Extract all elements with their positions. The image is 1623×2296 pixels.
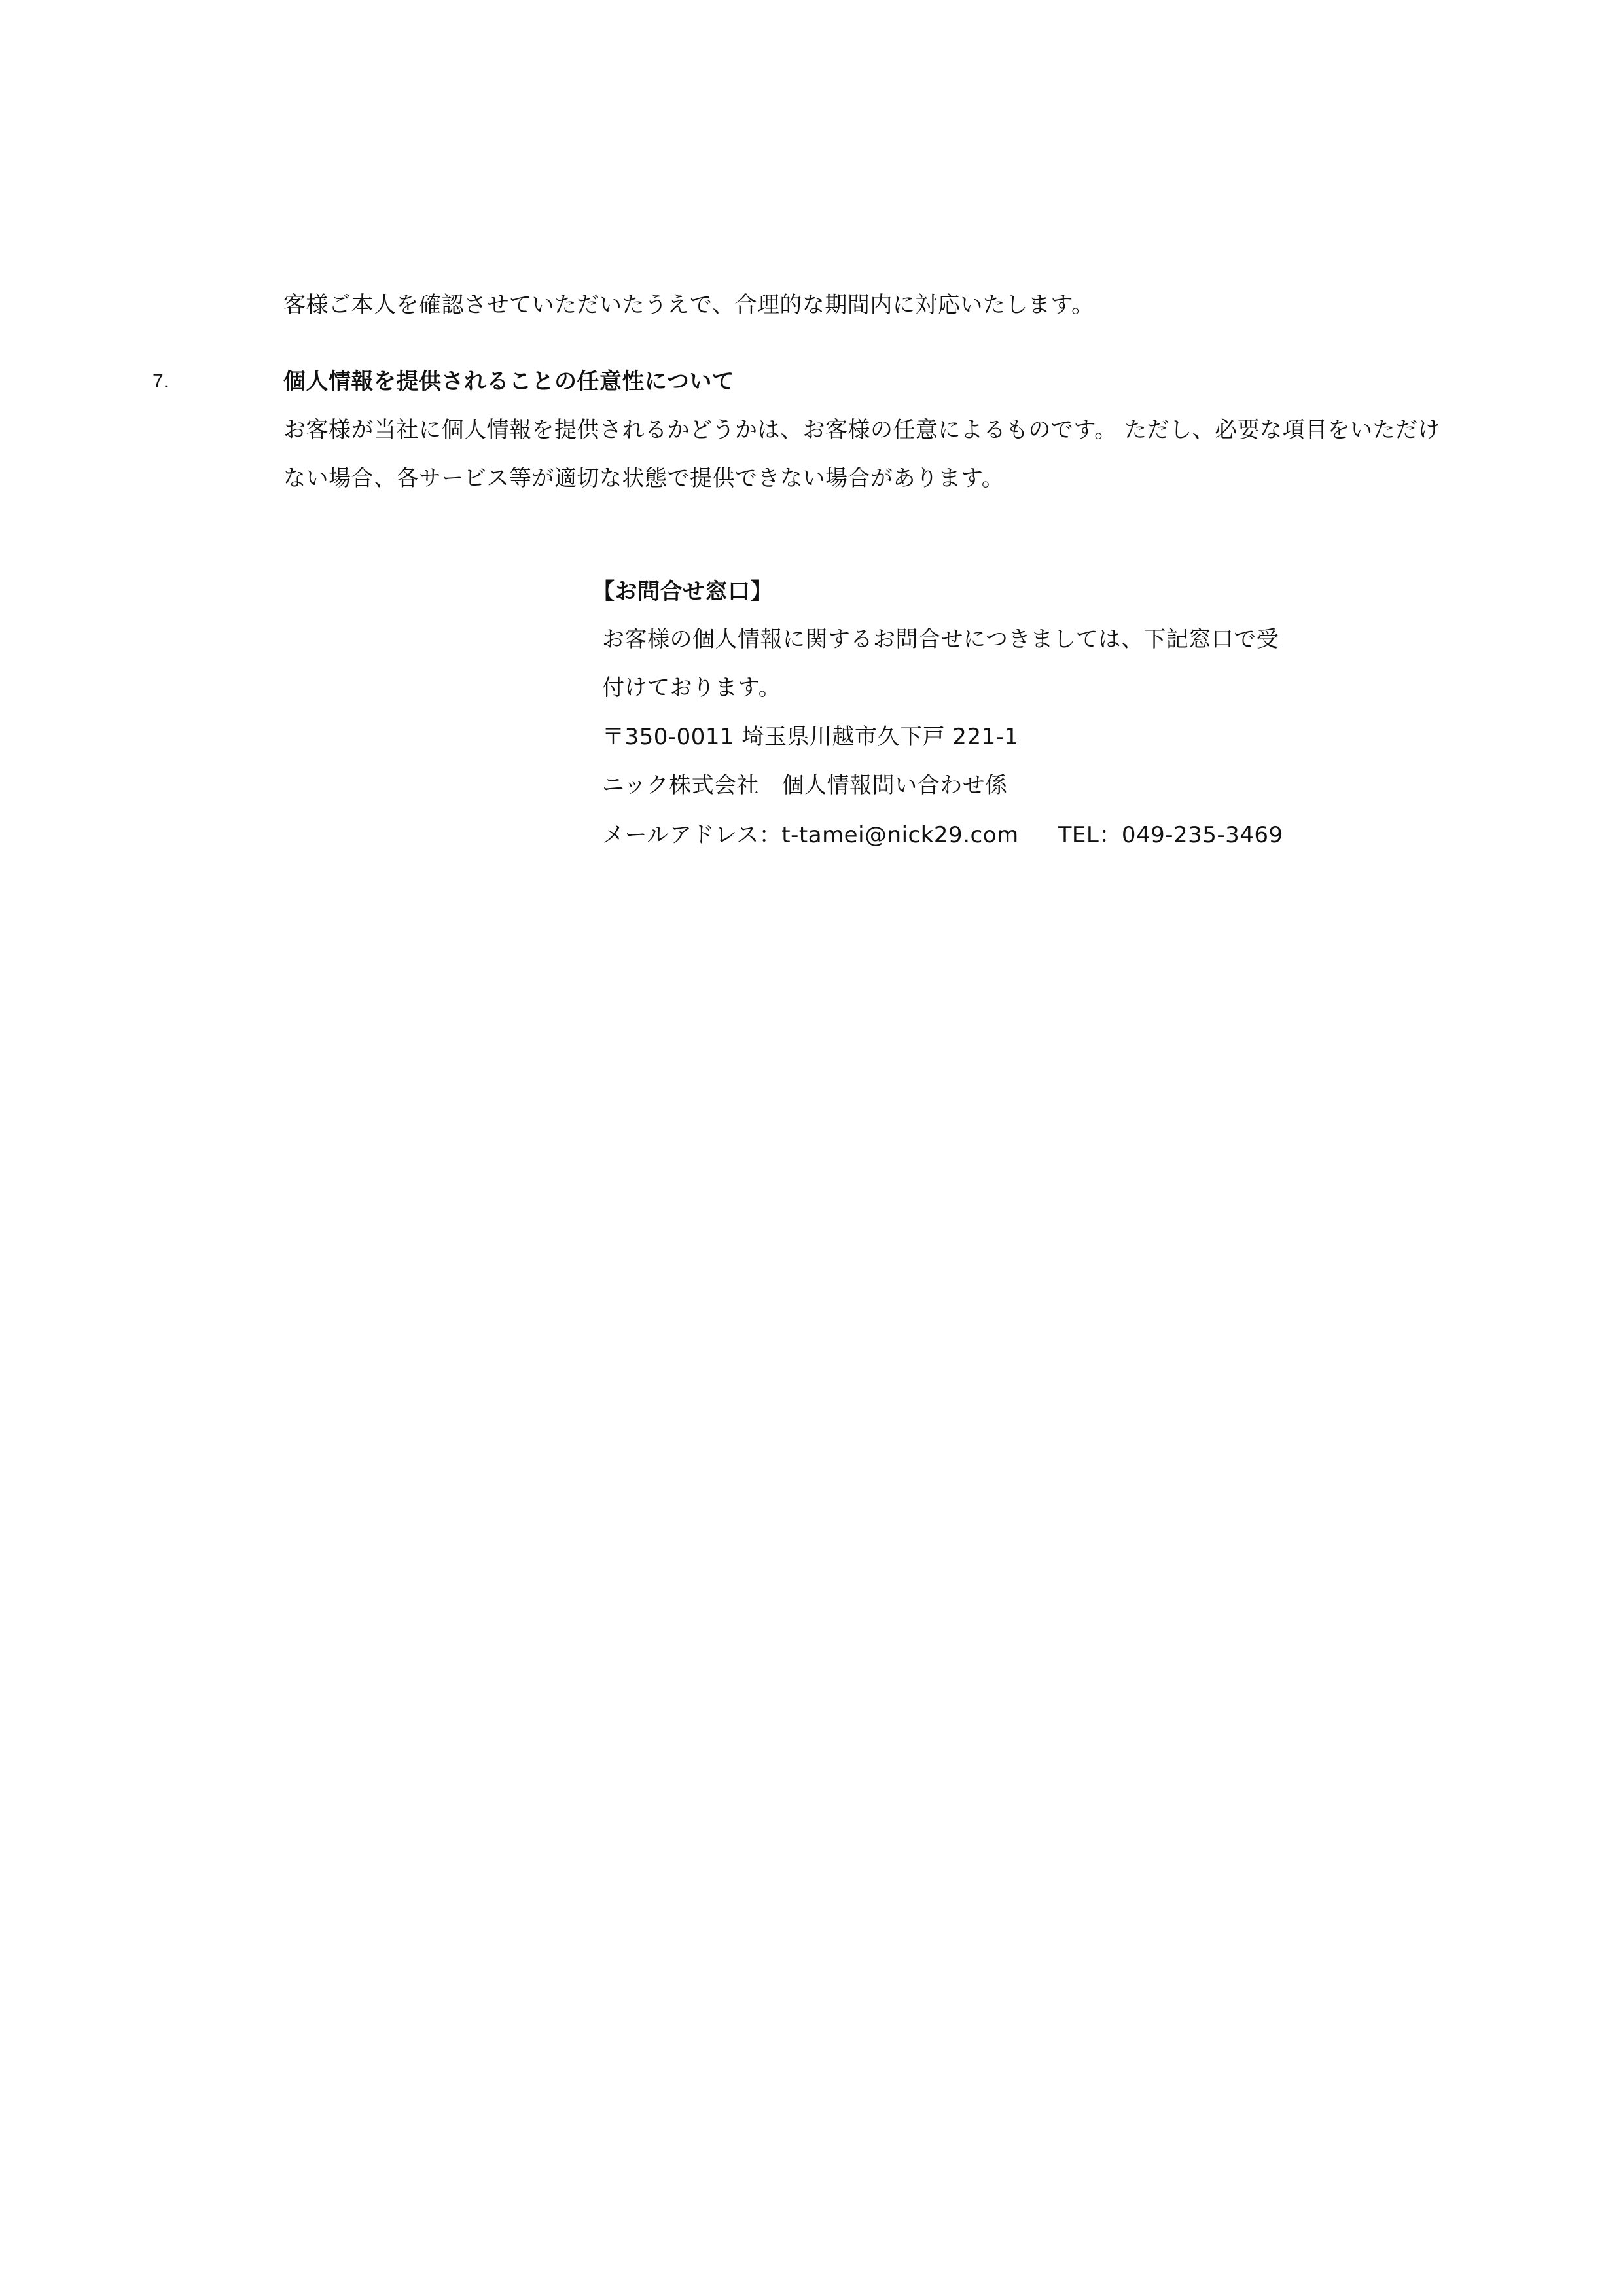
section-number: 7. xyxy=(152,370,169,392)
prev-section-continuation: 客様ご本人を確認させていただいたうえで、合理的な期間内に対応いたします。 xyxy=(283,292,1094,318)
contact-title: 【お問合せ窓口】 xyxy=(592,579,773,605)
contact-text-line-2: 付けております。 xyxy=(602,675,781,701)
section-heading: 個人情報を提供されることの任意性について xyxy=(283,368,735,395)
section-body-line-1: お客様が当社に個人情報を提供されるかどうかは、お客様の任意によるものです。 ただし、必要な項目をいただけ xyxy=(283,417,1441,443)
contact-text-line-1: お客様の個人情報に関するお問合せにつきましては、下記窓口で受 xyxy=(602,626,1279,653)
contact-email-tel-row xyxy=(602,822,1283,848)
contact-address: 〒350-0011 埼玉県川越市久下戸 221-1 xyxy=(602,724,1019,750)
contact-tel: TEL：049-235-3469 xyxy=(1058,822,1283,848)
contact-company: ニック株式会社 個人情報問い合わせ係 xyxy=(602,772,1008,798)
section-body-line-2: ない場合、各サービス等が適切な状態で提供できない場合があります。 xyxy=(283,465,1005,492)
contact-email[interactable]: メールアドレス：t-tamei@nick29.com xyxy=(602,822,1019,848)
